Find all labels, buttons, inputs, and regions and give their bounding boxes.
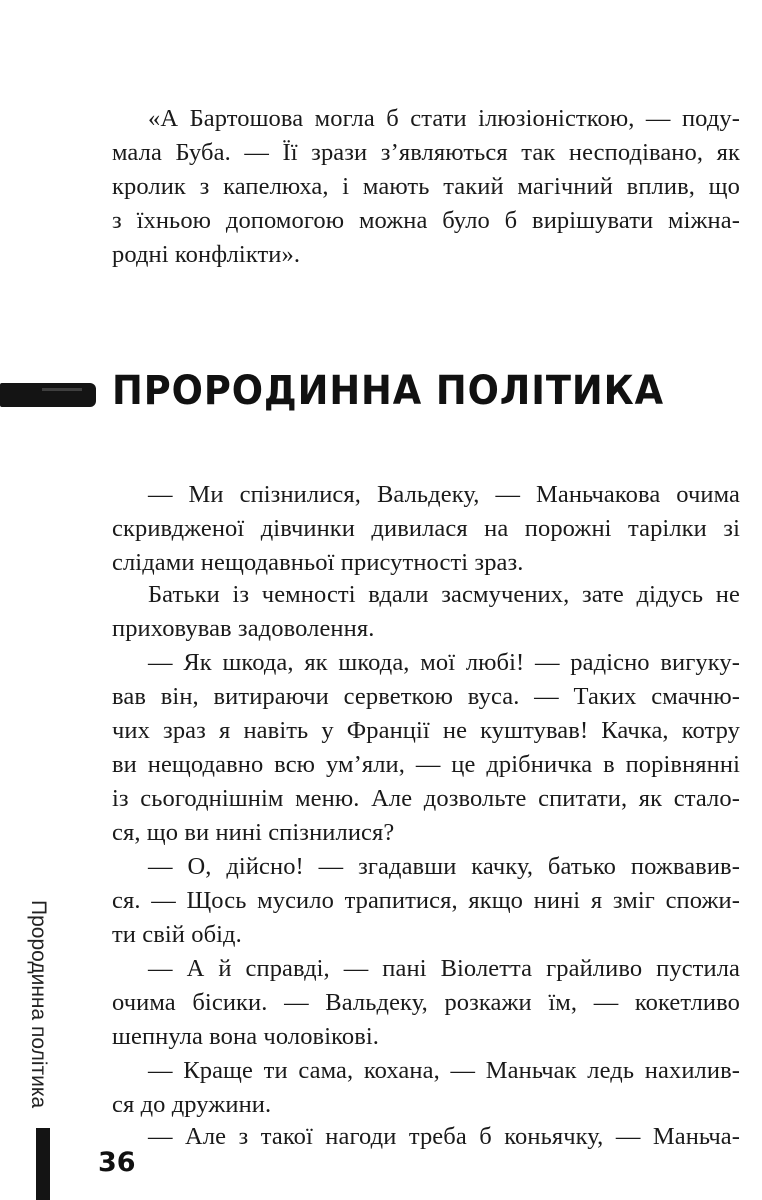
paragraph-line: родні конфлікти». (112, 241, 301, 268)
running-head: Прородинна політика (27, 900, 50, 1109)
chapter-title: ПРОРОДИННА ПОЛІТИКА (112, 368, 665, 414)
body-line: скривдженої дівчинки дивилася на порожні тарілки зі (112, 515, 740, 542)
body-line: шепнула вона чоловікові. (112, 1023, 380, 1050)
body-line: із сьогоднішнім меню. Але дозвольте спитати, як стало- (112, 785, 740, 812)
body-line: чих зраз я навіть у Франції не куштував! Качка, котру (112, 717, 740, 744)
body-line: ся. — Щось мусило трапитися, якщо нині я зміг спожи- (112, 887, 740, 914)
body-line: приховував задоволення. (112, 615, 375, 642)
body-line: — Ми спізнилися, Вальдеку, — Маньчакова очима (148, 481, 740, 508)
body-line: — О, дійсно! — згадавши качку, батько пожвавив- (148, 853, 740, 880)
body-line: ся до дружини. (112, 1091, 272, 1118)
body-line: ся, що ви нині спізнилися? (112, 819, 395, 846)
page-marker-bar (36, 1128, 50, 1200)
body-line: вав він, витираючи серветкою вуса. — Таких смачню- (112, 683, 740, 710)
paragraph-line: «А Бартошова могла б стати ілюзіоністкою, — поду- (148, 105, 740, 132)
body-line: ти свій обід. (112, 921, 242, 948)
body-line: очима бісики. — Вальдеку, розкажи їм, — кокетливо (112, 989, 740, 1016)
body-line: — А й справді, — пані Віолетта грайливо пустила (148, 955, 740, 982)
body-line: слідами нещодавньої присутності зраз. (112, 549, 524, 576)
body-line: — Але з такої нагоди треба б коньячку, — Маньча- (148, 1123, 740, 1150)
chapter-marker-bar (0, 383, 96, 407)
body-line: ви нещодавно всю ум’яли, — це дрібничка в порівнянні (112, 751, 740, 778)
paragraph-line: кролик з капелюха, і мають такий магічний вплив, що (112, 173, 740, 200)
body-line: — Як шкода, як шкода, мої любі! — радісно вигуку- (148, 649, 740, 676)
paragraph-line: мала Буба. — Її зрази з’являються так несподівано, як (112, 139, 740, 166)
body-line: — Краще ти сама, кохана, — Маньчак ледь нахилив- (148, 1057, 740, 1084)
body-line: Батьки із чемності вдали засмучених, зате дідусь не (148, 581, 740, 608)
paragraph-line: з їхньою допомогою можна було б вирішувати міжна- (112, 207, 740, 234)
page-number: 36 (98, 1147, 136, 1178)
